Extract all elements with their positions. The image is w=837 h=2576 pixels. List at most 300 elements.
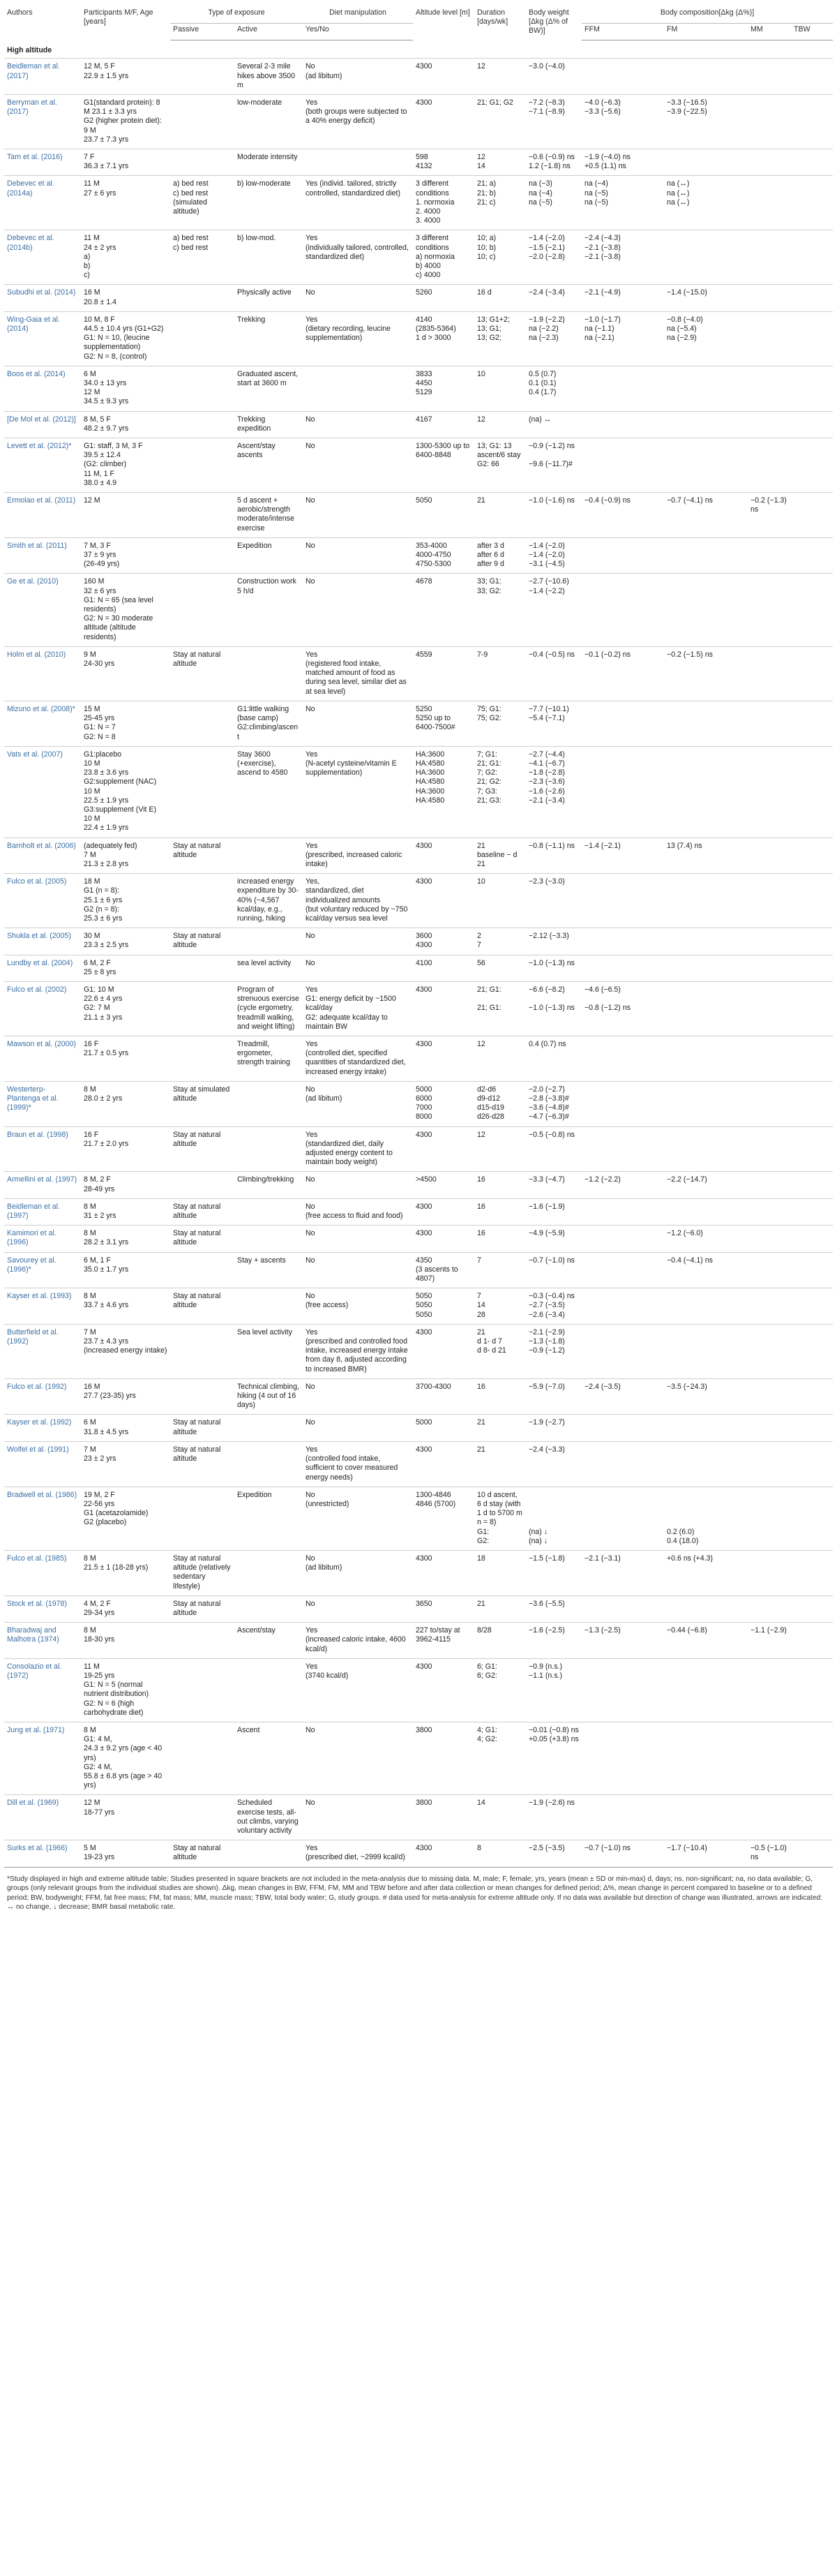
duration-cell: 7-9 [474,646,526,701]
passive-exposure-cell: Stay at natural altitude [170,1226,234,1252]
passive-exposure-cell [170,493,234,538]
passive-exposure-cell: Stay at natural altitude [170,928,234,955]
author-cell: Berryman et al. (2017) [4,94,81,149]
participants-cell: 8 M G1: 4 M, 24.3 ± 9.2 yrs (age < 40 yrs) G2: 4 M, 55.8 ± 6.8 yrs (age > 40 yrs) [81,1722,170,1794]
tbw-cell [791,1840,833,1867]
ffm-cell [582,701,664,746]
body-weight-cell: −0.01 (−0.8) ns +0.05 (+3.8) ns [526,1722,582,1794]
ffm-cell [582,1415,664,1441]
table-footnote: *Study displayed in high and extreme altitude table; Studies presented in square brackets are not included in the meta-analysis due to missing data. M, male; F, female; yrs, years (mean ± SD or min-max) d, days; ns, non-significant; na, no data available; G, groups (only relevant groups from the individual studies are shown). Δkg, mean changes in BW, FFM, FM, MM and TBW before and after data collection or mean changes for defined period; Δ%, mean change in percent compared to baseline or to a defined period; BW, bodyweight; FFM, fat free mass; FM, fat mass; MM, muscle mass; TBW, total body water; G, study groups. # data used for meta-analysis for extreme altitude only. If no data was available but direction of change was illustrated, arrows are indicated: ↔ no change, ↓ decrease; BMR basal metabolic rate. [4,1867,833,1912]
table-row [4,837,833,874]
table-row [4,1623,833,1659]
fm-cell [664,1595,748,1622]
active-exposure-cell [234,1226,303,1252]
ffm-cell [582,1595,664,1622]
author-cell: Vats et al. (2007) [4,746,81,837]
altitude-cell: 5260 [413,285,474,311]
fm-cell: 0.2 (6.0) 0.4 (18.0) [664,1487,748,1550]
fm-cell: −1.7 (−10.4) [664,1840,748,1867]
body-weight-cell: −5.9 (−7.0) [526,1378,582,1415]
table-row [4,1595,833,1622]
ffm-cell: −1.2 (−2.2) [582,1172,664,1198]
tbw-cell [791,1795,833,1840]
body-weight-cell: −0.3 (−0.4) ns −2.7 (−3.5) −2.6 (−3.4) [526,1288,582,1325]
duration-cell: 18 [474,1550,526,1595]
author-cell: Shukla et al. (2005) [4,928,81,955]
fm-cell: −1.4 (−15.0) [664,285,748,311]
mm-cell [748,285,791,311]
passive-exposure-cell [170,1623,234,1659]
table-row [4,1658,833,1722]
ffm-cell: −2.1 (−3.1) [582,1550,664,1595]
col-fm: FM [664,24,748,40]
diet-cell: No [303,1415,413,1441]
duration-cell: 4; G1: 4; G2: [474,1722,526,1794]
tbw-cell [791,1198,833,1225]
altitude-cell: 4678 [413,574,474,646]
mm-cell [748,837,791,874]
active-exposure-cell: Program of strenuous exercise (cycle ergometry, treadmill walking, and weight lifting) [234,981,303,1036]
body-weight-cell: −1.5 (−1.8) [526,1550,582,1595]
ffm-cell [582,1226,664,1252]
author-cell: Wolfel et al. (1991) [4,1441,81,1487]
author-cell: Kamimori et al. (1996) [4,1226,81,1252]
tbw-cell [791,411,833,438]
mm-cell [748,1081,791,1126]
duration-cell: 21 [474,1415,526,1441]
active-exposure-cell [234,1595,303,1622]
fm-cell: −3.3 (−16.5) −3.9 (−22.5) [664,94,748,149]
altitude-cell: 1300-5300 up to 6400-8848 [413,438,474,493]
diet-cell: Yes (3740 kcal/d) [303,1658,413,1722]
participants-cell: 16 F 21.7 ± 2.0 yrs [81,1126,170,1172]
author-cell: Beidleman et al. (2017) [4,59,81,95]
participants-cell: 11 M 19-25 yrs G1: N = 5 (normal nutrient distribution) G2: N = 6 (high carbohydrate diet) [81,1658,170,1722]
fm-cell [664,701,748,746]
diet-cell: No [303,493,413,538]
tbw-cell [791,537,833,574]
participants-cell: G1:placebo 10 M 23.8 ± 3.6 yrs G2:supplement (NAC) 10 M 22.5 ± 1.9 yrs G3:supplement (Vit E) 10 M 22.4 ± 1.9 yrs [81,746,170,837]
fm-cell: +0.6 ns (+4.3) [664,1550,748,1595]
table-row [4,230,833,285]
body-weight-cell: −0.4 (−0.5) ns [526,646,582,701]
diet-cell: No (free access) [303,1288,413,1325]
duration-cell: d2-d6 d9-d12 d15-d19 d26-d28 [474,1081,526,1126]
tbw-cell [791,955,833,981]
mm-cell [748,1722,791,1794]
mm-cell [748,230,791,285]
altitude-cell: 4300 [413,981,474,1036]
passive-exposure-cell [170,311,234,366]
author-cell: Fulco et al. (2005) [4,874,81,928]
ffm-cell [582,1487,664,1550]
col-altitude: Altitude level [m] [416,8,470,17]
altitude-cell: 4300 [413,1226,474,1252]
active-exposure-cell: Several 2-3 mile hikes above 3500 m [234,59,303,95]
mm-cell [748,1198,791,1225]
ffm-cell: −2.4 (−3.5) [582,1378,664,1415]
passive-exposure-cell: Stay at natural altitude [170,1840,234,1867]
diet-cell: No [303,537,413,574]
passive-exposure-cell [170,59,234,95]
table-row [4,1722,833,1794]
fm-cell [664,1795,748,1840]
altitude-cell: 3800 [413,1722,474,1794]
active-exposure-cell [234,1081,303,1126]
body-weight-cell: 0.5 (0.7) 0.1 (0.1) 0.4 (1.7) [526,366,582,411]
tbw-cell [791,1623,833,1659]
passive-exposure-cell [170,1378,234,1415]
tbw-cell [791,837,833,874]
body-weight-cell: −2.4 (−3.3) [526,1441,582,1487]
body-weight-cell: −2.7 (−10.6) −1.4 (−2.2) [526,574,582,646]
ffm-cell [582,1795,664,1840]
passive-exposure-cell [170,701,234,746]
tbw-cell [791,1415,833,1441]
col-mm: MM [748,24,791,40]
author-cell: Levett et al. (2012)* [4,438,81,493]
tbw-cell [791,646,833,701]
passive-exposure-cell: Stay at natural altitude [170,1198,234,1225]
body-weight-cell: −1.0 (−1.3) ns [526,955,582,981]
author-cell: Armellini et al. (1997) [4,1172,81,1198]
section-label: High altitude [7,46,52,55]
participants-cell: (adequately fed) 7 M 21.3 ± 2.8 yrs [81,837,170,874]
fm-cell [664,574,748,646]
mm-cell [748,574,791,646]
fm-cell [664,1658,748,1722]
author-cell: Dill et al. (1969) [4,1795,81,1840]
body-weight-cell: −7.2 (−8.3) −7.1 (−8.9) [526,94,582,149]
table-body [4,40,833,1867]
altitude-cell: 4300 [413,1840,474,1867]
active-exposure-cell: Trekking expedition [234,411,303,438]
body-weight-cell: −1.0 (−1.6) ns [526,493,582,538]
active-exposure-cell [234,1288,303,1325]
passive-exposure-cell [170,1252,234,1288]
active-exposure-cell [234,1840,303,1867]
body-weight-cell: −1.9 (−2.6) ns [526,1795,582,1840]
ffm-cell [582,574,664,646]
mm-cell [748,1172,791,1198]
ffm-cell [582,1658,664,1722]
ffm-cell [582,1252,664,1288]
fm-cell: −1.2 (−6.0) [664,1226,748,1252]
active-exposure-cell: Technical climbing, hiking (4 out of 16 days) [234,1378,303,1415]
body-weight-cell: −2.7 (−4.4) −4.1 (−6.7) −1.8 (−2.8) −2.3 (−3.6) −1.6 (−2.6) −2.1 (−3.4) [526,746,582,837]
mm-cell [748,149,791,175]
fm-cell [664,874,748,928]
mm-cell [748,94,791,149]
table-row [4,1036,833,1081]
table-row [4,1378,833,1415]
body-weight-cell: −2.5 (−3.5) [526,1840,582,1867]
passive-exposure-cell: Stay at natural altitude [170,1415,234,1441]
altitude-cell: 227 to/stay at 3962-4115 [413,1623,474,1659]
ffm-cell [582,874,664,928]
author-cell: [De Mol et al. (2012)] [4,411,81,438]
duration-cell: 21 [474,493,526,538]
fm-cell: na (↔) na (↔) na (↔) [664,176,748,230]
passive-exposure-cell [170,537,234,574]
active-exposure-cell: Sea level activity [234,1324,303,1378]
author-cell: Lundby et al. (2004) [4,955,81,981]
table-row [4,1081,833,1126]
diet-cell: Yes, standardized, diet individualized amounts (but voluntary reduced by ~750 kcal/day versus sea level [303,874,413,928]
author-cell: Debevec et al. (2014a) [4,176,81,230]
author-cell: Savourey et al. (1996)* [4,1252,81,1288]
tbw-cell [791,94,833,149]
diet-cell: Yes (increased caloric intake, 4600 kcal/d) [303,1623,413,1659]
ffm-cell [582,1324,664,1378]
duration-cell: 6; G1: 6; G2: [474,1658,526,1722]
duration-cell: 2 7 [474,928,526,955]
active-exposure-cell: Expedition [234,1487,303,1550]
active-exposure-cell [234,1441,303,1487]
diet-cell: No [303,1226,413,1252]
body-weight-cell: −0.9 (n.s.) −1.1 (n.s.) [526,1658,582,1722]
table-row [4,1550,833,1595]
mm-cell [748,874,791,928]
table-row [4,1288,833,1325]
tbw-cell [791,493,833,538]
ffm-cell: −4.0 (−6.3) −3.3 (−5.6) [582,94,664,149]
active-exposure-cell: G1:little walking (base camp) G2:climbing/ascent [234,701,303,746]
body-weight-cell: −1.9 (−2.2) na (−2.2) na (−2.3) [526,311,582,366]
duration-cell: 7 [474,1252,526,1288]
diet-cell: Yes (standardized diet, daily adjusted energy content to maintain body weight) [303,1126,413,1172]
body-weight-cell: −1.4 (−2.0) −1.4 (−2.0) −3.1 (−4.5) [526,537,582,574]
active-exposure-cell: Ascent/stay [234,1623,303,1659]
altitude-cell: 4300 [413,59,474,95]
altitude-cell: 3650 [413,1595,474,1622]
diet-cell: No [303,574,413,646]
altitude-body-composition-table [4,4,833,1867]
ffm-cell [582,1081,664,1126]
mm-cell [748,981,791,1036]
ffm-cell: −1.0 (−1.7) na (−1.1) na (−2.1) [582,311,664,366]
active-exposure-cell: Construction work 5 h/d [234,574,303,646]
fm-cell [664,230,748,285]
participants-cell: 6 M, 2 F 25 ± 8 yrs [81,955,170,981]
participants-cell: 7 F 36.3 ± 7.1 yrs [81,149,170,175]
fm-cell: −0.44 (−6.8) [664,1623,748,1659]
participants-cell: 16 M 20.8 ± 1.4 [81,285,170,311]
diet-cell: No [303,411,413,438]
table-row [4,1441,833,1487]
duration-cell: 13; G1+2; 13; G1; 13; G2; [474,311,526,366]
ffm-cell [582,1722,664,1794]
participants-cell: 7 M 23.7 ± 4.3 yrs (increased energy intake) [81,1324,170,1378]
ffm-cell: −2.4 (−4.3) −2.1 (−3.8) −2.1 (−3.8) [582,230,664,285]
duration-cell: 21; a) 21; b) 21; c) [474,176,526,230]
duration-cell: 21; G1; G2 [474,94,526,149]
tbw-cell [791,746,833,837]
diet-cell: Yes (registered food intake, matched amount of food as during sea level, similar diet as at sea level) [303,646,413,701]
tbw-cell [791,1324,833,1378]
diet-cell: No [303,1252,413,1288]
passive-exposure-cell [170,1036,234,1081]
participants-cell: 8 M 31 ± 2 yrs [81,1198,170,1225]
body-weight-cell: −2.3 (−3.0) [526,874,582,928]
tbw-cell [791,1126,833,1172]
fm-cell [664,537,748,574]
duration-cell: 16 [474,1172,526,1198]
active-exposure-cell: Stay 3600 (+exercise), ascend to 4580 [234,746,303,837]
table-row [4,1324,833,1378]
table-row [4,874,833,928]
altitude-cell: 353-4000 4000-4750 4750-5300 [413,537,474,574]
diet-cell: Yes (dietary recording, leucine supplementation) [303,311,413,366]
ffm-cell: na (−4) na (−5) na (−5) [582,176,664,230]
body-weight-cell: (na) ↔ [526,411,582,438]
mm-cell [748,646,791,701]
author-cell: Bharadwaj and Malhotra (1974) [4,1623,81,1659]
table-row [4,1198,833,1225]
passive-exposure-cell [170,1172,234,1198]
table-row [4,59,833,95]
duration-cell: 10 [474,366,526,411]
tbw-cell [791,574,833,646]
active-exposure-cell [234,1550,303,1595]
author-cell: Jung et al. (1971) [4,1722,81,1794]
author-cell: Surks et al. (1966) [4,1840,81,1867]
col-tbw: TBW [791,24,833,40]
passive-exposure-cell: Stay at natural altitude [170,1288,234,1325]
active-exposure-cell: low-moderate [234,94,303,149]
participants-cell: 5 M 19-23 yrs [81,1840,170,1867]
col-active: Active [234,24,303,40]
passive-exposure-cell [170,1722,234,1794]
mm-cell [748,1036,791,1081]
tbw-cell [791,1036,833,1081]
diet-cell: Yes (controlled diet, specified quantities of standardized diet, increased energy intake) [303,1036,413,1081]
altitude-cell: 3700-4300 [413,1378,474,1415]
fm-cell [664,746,748,837]
fm-cell [664,1198,748,1225]
table-row [4,574,833,646]
participants-cell: 12 M, 5 F 22.9 ± 1.5 yrs [81,59,170,95]
active-exposure-cell [234,837,303,874]
altitude-cell: 4300 [413,1036,474,1081]
mm-cell [748,701,791,746]
diet-cell: Yes (individually tailored, controlled, standardized diet) [303,230,413,285]
ffm-cell [582,928,664,955]
diet-cell: No [303,928,413,955]
ffm-cell [582,537,664,574]
ffm-cell [582,1441,664,1487]
body-weight-cell: −2.0 (−2.7) −2.8 (−3.8)# −3.6 (−4.8)# −4.7 (−6.3)# [526,1081,582,1126]
participants-cell: 9 M 24-30 yrs [81,646,170,701]
table-row [4,646,833,701]
fm-cell [664,411,748,438]
participants-cell: 16 F 21.7 ± 0.5 yrs [81,1036,170,1081]
mm-cell: −0.5 (−1.0) ns [748,1840,791,1867]
tbw-cell [791,1288,833,1325]
participants-cell: G1: 10 M 22.6 ± 4 yrs G2: 7 M 21.1 ± 3 yrs [81,981,170,1036]
passive-exposure-cell: Stay at natural altitude [170,1441,234,1487]
active-exposure-cell: Physically active [234,285,303,311]
fm-cell [664,438,748,493]
active-exposure-cell: Trekking [234,311,303,366]
diet-cell: Yes (prescribed diet, ~2999 kcal/d) [303,1840,413,1867]
table-row [4,1487,833,1550]
altitude-cell: 4300 [413,1324,474,1378]
mm-cell [748,1550,791,1595]
duration-cell: after 3 d after 6 d after 9 d [474,537,526,574]
participants-cell: 8 M, 5 F 48.2 ± 9.7 yrs [81,411,170,438]
body-weight-cell: −3.6 (−5.5) [526,1595,582,1622]
tbw-cell [791,1658,833,1722]
diet-cell: Yes G1: energy deficit by ~1500 kcal/day G2: adequate kcal/day to maintain BW [303,981,413,1036]
passive-exposure-cell: Stay at natural altitude [170,1595,234,1622]
duration-cell: 33; G1: 33; G2: [474,574,526,646]
fm-cell: −0.4 (−4.1) ns [664,1252,748,1288]
table-row [4,1415,833,1441]
diet-cell: Yes (N-acetyl cysteine/vitamin E supplementation) [303,746,413,837]
altitude-cell: 4559 [413,646,474,701]
mm-cell [748,928,791,955]
passive-exposure-cell [170,1324,234,1378]
altitude-cell: 4300 [413,94,474,149]
active-exposure-cell: b) low-mod. [234,230,303,285]
mm-cell [748,1595,791,1622]
author-cell: Beidleman et al. (1997) [4,1198,81,1225]
passive-exposure-cell [170,955,234,981]
ffm-cell [582,1288,664,1325]
tbw-cell [791,981,833,1036]
ffm-cell: −1.3 (−2.5) [582,1623,664,1659]
altitude-cell: 1300-4846 4846 (5700) [413,1487,474,1550]
duration-cell: 21 baseline − d 21 [474,837,526,874]
author-cell: Debevec et al. (2014b) [4,230,81,285]
passive-exposure-cell: Stay at natural altitude (relatively sedentary lifestyle) [170,1550,234,1595]
tbw-cell [791,149,833,175]
diet-cell: No [303,285,413,311]
participants-cell: 19 M, 2 F 22-56 yrs G1 (acetazolamide) G2 (placebo) [81,1487,170,1550]
fm-cell: −2.2 (−14.7) [664,1172,748,1198]
mm-cell [748,311,791,366]
altitude-cell: 5000 [413,1415,474,1441]
mm-cell [748,955,791,981]
participants-cell: 12 M 18-77 yrs [81,1795,170,1840]
passive-exposure-cell [170,746,234,837]
passive-exposure-cell [170,874,234,928]
fm-cell [664,149,748,175]
tbw-cell [791,1378,833,1415]
active-exposure-cell [234,1415,303,1441]
author-cell: Braun et al. (1998) [4,1126,81,1172]
active-exposure-cell: sea level activity [234,955,303,981]
table-row [4,1795,833,1840]
fm-cell: −0.8 (−4.0) na (−5.4) na (−2.9) [664,311,748,366]
col-authors: Authors [7,8,33,17]
body-weight-cell: −3.0 (−4.0) [526,59,582,95]
altitude-cell: 3600 4300 [413,928,474,955]
author-cell: Mizuno et al. (2008)* [4,701,81,746]
mm-cell [748,1252,791,1288]
altitude-cell: 4167 [413,411,474,438]
mm-cell: −1.1 (−2.9) [748,1623,791,1659]
body-weight-cell: 0.4 (0.7) ns [526,1036,582,1081]
mm-cell [748,746,791,837]
tbw-cell [791,311,833,366]
altitude-cell: 598 4132 [413,149,474,175]
duration-cell: 7; G1: 21; G1: 7; G2: 21; G2: 7; G3: 21; G3: [474,746,526,837]
col-body-weight: Body weight [Δkg (Δ% of BW)] [529,8,569,36]
duration-cell: 10 [474,874,526,928]
fm-cell [664,366,748,411]
